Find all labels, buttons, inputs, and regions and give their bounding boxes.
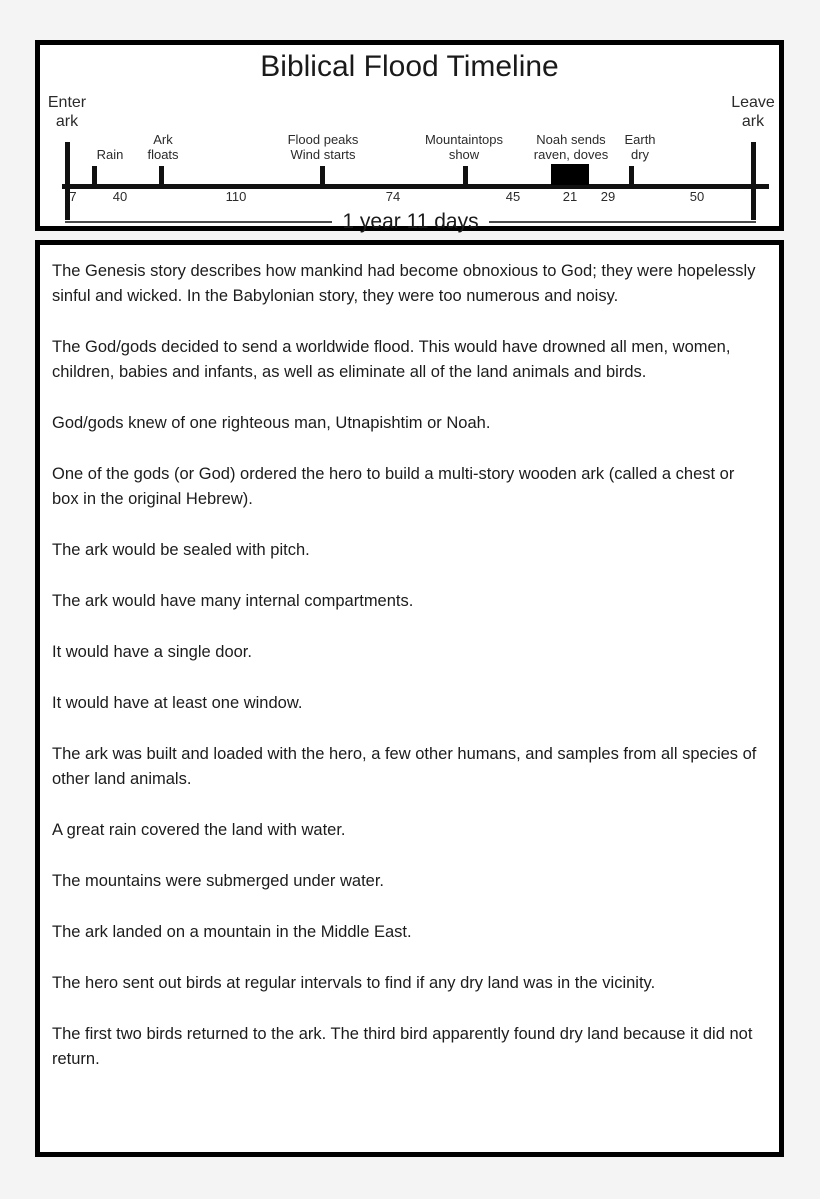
article-paragraph: The ark landed on a mountain in the Middle East. (52, 923, 412, 941)
article-paragraph: The ark would be sealed with pitch. (52, 541, 310, 559)
timeline-block-raven-doves (551, 164, 589, 185)
timeline-label-flood-peaks (288, 132, 359, 162)
event-label-line1: Rain (96, 147, 124, 162)
timeline-duration-value: 110 (225, 189, 247, 204)
event-label-line1: Mountaintops (424, 132, 504, 147)
timeline-duration-value: 7 (69, 189, 77, 204)
timeline-tick-ark-floats (159, 166, 164, 186)
event-label-line2: floats (147, 147, 179, 162)
event-label-line1: Earth (624, 132, 656, 147)
timeline-duration-value: 21 (562, 189, 578, 204)
article-paragraph: The first two birds returned to the ark. The third bird apparently found dry land because it did not return. (52, 1025, 753, 1068)
page-title: Biblical Flood Timeline (260, 50, 559, 83)
timeline-endpoint-bar-leave-ark (751, 142, 756, 220)
article-paragraph: One of the gods (or God) ordered the hero to build a multi-story wooden ark (called a chest or box in the original Hebrew). (52, 465, 735, 508)
article-paragraph: God/gods knew of one righteous man, Utnapishtim or Noah. (52, 414, 491, 432)
endpoint-label-line1: Leave (731, 94, 775, 111)
event-label-line2: raven, doves (533, 147, 609, 162)
article-body (40, 245, 779, 1152)
span-rule-right (489, 221, 756, 223)
event-label-line2: dry (630, 147, 650, 162)
endpoint-label-line1: Enter (47, 94, 87, 111)
timeline-label-ark-floats (147, 132, 178, 162)
timeline-tick-mountaintops (463, 166, 468, 186)
timeline-label-rain (97, 147, 124, 162)
article-paragraph: The mountains were submerged under water. (52, 872, 385, 890)
event-label-line1: Flood peaks (287, 132, 359, 147)
endpoint-label-line2: ark (55, 113, 79, 130)
article-panel (35, 240, 784, 1157)
event-label-line2: show (448, 147, 480, 162)
timeline-total-span (65, 210, 756, 234)
event-label-line1: Ark (153, 132, 173, 147)
timeline-tick-earth-dry (629, 166, 634, 186)
timeline-axis-line (62, 184, 769, 189)
timeline-endpoint-bar-enter-ark (65, 142, 70, 220)
timeline-label-earth-dry (624, 132, 655, 162)
timeline-endpoint-label-leave-ark (731, 93, 775, 131)
article-paragraph: The God/gods decided to send a worldwide flood. This would have drowned all men, women, children, babies and infants, as well as eliminate all of the land animals and birds. (52, 338, 731, 381)
timeline-endpoint-label-enter-ark (48, 93, 86, 131)
span-rule-left (65, 221, 332, 223)
timeline-duration-value: 29 (600, 189, 616, 204)
timeline-tick-rain (92, 166, 97, 186)
event-label-line1: Noah sends (536, 132, 606, 147)
timeline-duration-value: 74 (385, 189, 401, 204)
article-paragraph: A great rain covered the land with water. (52, 821, 346, 839)
article-paragraph: The ark was built and loaded with the hero, a few other humans, and samples from all species of other land animals. (52, 745, 757, 788)
article-paragraph: It would have a single door. (52, 643, 252, 661)
timeline-tick-flood-peaks (320, 166, 325, 186)
total-span-label: 1 year 11 days (342, 210, 479, 233)
event-label-line2: Wind starts (290, 147, 356, 162)
timeline-label-raven-doves (534, 132, 608, 162)
article-paragraph: The hero sent out birds at regular intervals to find if any dry land was in the vicinity. (52, 974, 656, 992)
timeline-chart (40, 45, 779, 233)
timeline-duration-value: 50 (689, 189, 705, 204)
article-paragraph: It would have at least one window. (52, 694, 303, 712)
timeline-duration-value: 45 (505, 189, 521, 204)
timeline-panel (35, 40, 784, 231)
timeline-label-mountaintops (425, 132, 503, 162)
article-paragraph: The Genesis story describes how mankind had become obnoxious to God; they were hopelessly sinful and wicked. In the Babylonian story, they were too numerous and noisy. (52, 262, 756, 305)
article-paragraph: The ark would have many internal compartments. (52, 592, 414, 610)
endpoint-label-line2: ark (741, 113, 765, 130)
timeline-duration-value: 40 (112, 189, 128, 204)
